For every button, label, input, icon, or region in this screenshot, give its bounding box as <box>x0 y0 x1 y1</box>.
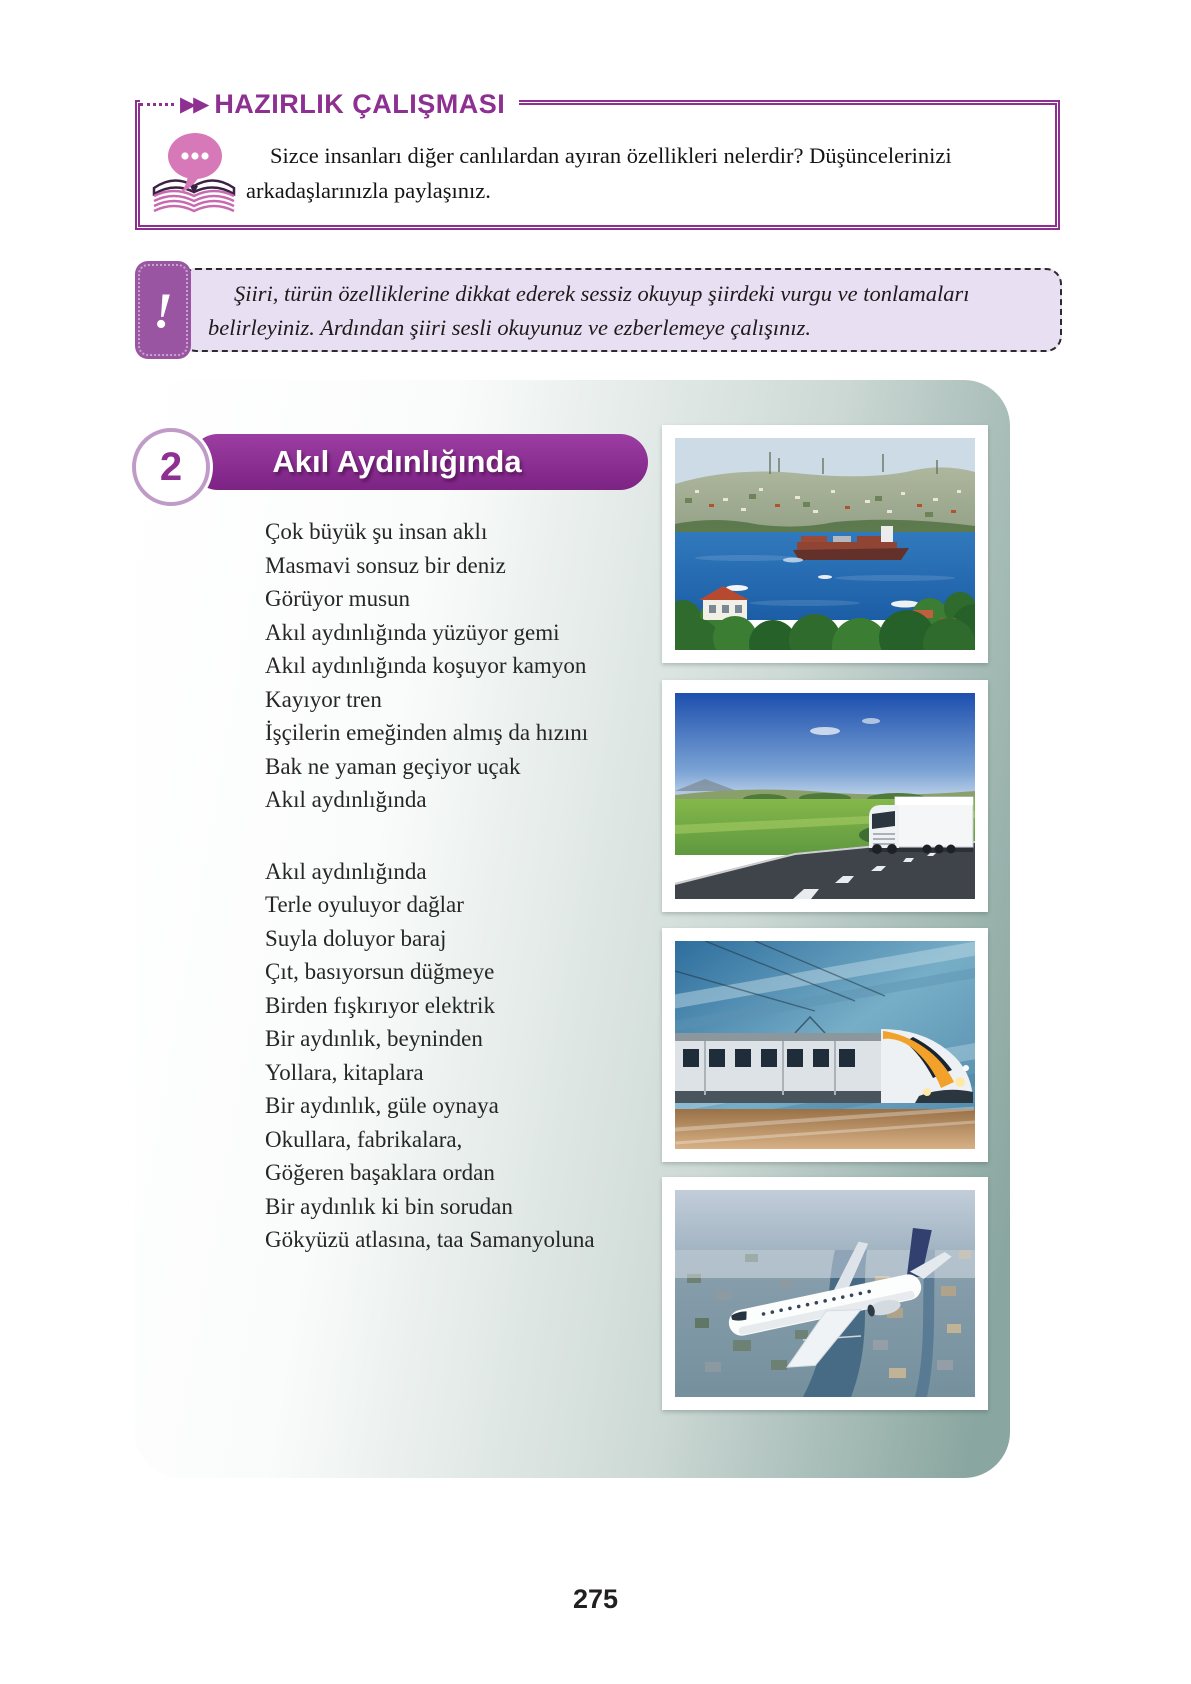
poem-line: Birden fışkırıyor elektrik <box>265 992 495 1018</box>
prep-question-text <box>246 138 1046 208</box>
poem-line: Akıl aydınlığında <box>265 858 427 884</box>
poem-line: Bir aydınlık, güle oynaya <box>265 1093 499 1118</box>
photo-frame <box>675 1190 975 1397</box>
poem-line: Bir aydınlık ki bin sorudan <box>265 1193 513 1219</box>
photo-airplane-over-city <box>662 1177 988 1410</box>
section-number: 2 <box>159 444 183 489</box>
poem-line: Akıl aydınlığında <box>265 787 427 812</box>
poem-line: Akıl aydınlığında koşuyor kamyon <box>265 653 587 678</box>
photo-frame <box>675 941 975 1149</box>
poem-line: Göğeren başaklara ordan <box>265 1160 495 1185</box>
poem-line: Bir aydınlık, beyninden <box>265 1026 483 1051</box>
prep-question-line: arkadaşlarınızla paylaşınız. <box>246 178 491 203</box>
poem-line: Okullara, fabrikalara, <box>265 1126 463 1152</box>
poem-text <box>265 515 595 1257</box>
exclamation-tab <box>135 261 191 359</box>
exclamation-icon: ! <box>153 282 173 338</box>
poem-line: Gökyüzü atlasına, taa Samanyoluna <box>265 1227 595 1252</box>
poem-line: Suyla doluyor baraj <box>265 925 447 951</box>
photo-high-speed-train <box>662 928 988 1162</box>
double-arrow-icon: ▶▶ <box>180 92 207 116</box>
poem-line: Çıt, basıyorsun düğmeye <box>265 959 495 984</box>
section-title: Akıl Aydınlığında <box>272 444 522 479</box>
photo-ship-at-bosphorus <box>662 425 988 663</box>
photo-frame <box>675 438 975 650</box>
poem-line: Bak ne yaman geçiyor uçak <box>265 753 521 779</box>
directive-line: belirleyiniz. Ardından şiiri sesli okuyunuz ve ezberlemeye çalışınız. <box>208 315 812 340</box>
photo-frame <box>675 693 975 899</box>
poem-line: Görüyor musun <box>265 586 411 611</box>
photo-truck-on-highway <box>662 680 988 912</box>
speech-bubble-book-icon <box>148 130 240 222</box>
poem-line: Akıl aydınlığında yüzüyor gemi <box>265 619 560 645</box>
prep-question-line: Sizce insanları diğer canlılardan ayıran özellikleri nelerdir? Düşüncelerinizi <box>270 143 952 168</box>
poem-line: Terle oyuluyor dağlar <box>265 892 464 917</box>
section-number-badge <box>132 428 210 506</box>
poem-line: Çok büyük şu insan aklı <box>265 519 488 544</box>
poem-line: Masmavi sonsuz bir deniz <box>265 552 506 578</box>
section-title-banner <box>190 434 648 490</box>
dotted-leader-line <box>140 103 174 106</box>
directive-box <box>180 268 1062 352</box>
poem-line: Kayıyor tren <box>265 686 382 712</box>
prep-title-row <box>140 84 519 124</box>
poem-line: İşçilerin emeğinden almış da hızını <box>265 720 589 745</box>
prep-title: HAZIRLIK ÇALIŞMASI <box>214 88 506 119</box>
poem-line: Yollara, kitaplara <box>265 1059 424 1085</box>
page-number: 275 <box>572 1584 619 1614</box>
directive-line: Şiiri, türün özelliklerine dikkat ederek sessiz okuyup şiirdeki vurgu ve tonlamaları <box>234 281 970 306</box>
stanza-gap <box>265 817 595 855</box>
